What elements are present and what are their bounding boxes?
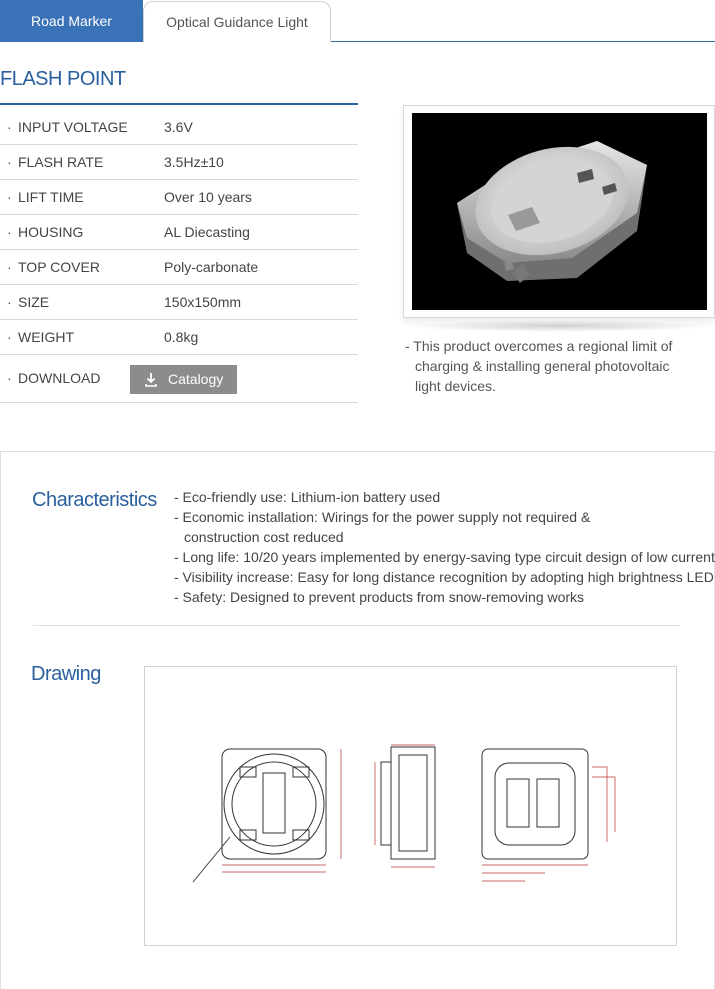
spec-value: Poly-carbonate <box>164 259 259 275</box>
spec-value: AL Diecasting <box>164 224 250 240</box>
bottom-view-drawing <box>482 749 615 881</box>
spec-value: 150x150mm <box>164 294 242 310</box>
caption-line: charging & installing general photovoltaic <box>415 358 670 374</box>
bullet: · <box>7 189 12 205</box>
drawing-title: Drawing <box>31 663 101 685</box>
caption-line: light devices. <box>415 378 496 394</box>
spec-label: HOUSING <box>18 224 84 240</box>
technical-drawing <box>144 666 677 946</box>
bullet: · <box>7 154 12 170</box>
characteristics-list <box>174 487 715 607</box>
spec-value: Over 10 years <box>164 189 252 205</box>
download-row <box>0 355 358 403</box>
characteristics-title: Characteristics <box>32 489 157 511</box>
spec-label: WEIGHT <box>18 329 74 345</box>
bullet: · <box>7 224 12 240</box>
download-icon <box>144 365 158 404</box>
spec-row <box>0 180 358 215</box>
section-divider <box>33 625 680 626</box>
list-item: - Economic installation: Wirings for the power supply not required & <box>174 509 591 525</box>
spec-label: SIZE <box>18 294 50 310</box>
spec-label: LIFT TIME <box>18 189 84 205</box>
photo-shadow <box>403 320 715 332</box>
spec-value: 3.5Hz±10 <box>164 154 224 170</box>
bullet: · <box>7 294 12 310</box>
spec-label: INPUT VOLTAGE <box>18 119 128 135</box>
caption-line: - This product overcomes a regional limit of <box>405 338 673 354</box>
top-view-drawing <box>193 749 341 882</box>
product-tabs <box>0 0 715 42</box>
tab-road-marker[interactable]: Road Marker <box>0 0 143 42</box>
photo-caption <box>405 336 705 396</box>
spec-value: 0.8kg <box>164 329 199 345</box>
list-item: - Visibility increase: Easy for long distance recognition by adopting high brightness LED <box>174 569 714 585</box>
list-item: - Safety: Designed to prevent products from snow-removing works <box>174 589 585 605</box>
bullet: · <box>7 329 12 345</box>
spec-row <box>0 285 358 320</box>
bullet: · <box>7 259 12 275</box>
catalog-button-label: Catalogy <box>168 371 224 387</box>
list-item: - Eco-friendly use: Lithium-ion battery used <box>174 489 441 505</box>
spec-row <box>0 250 358 285</box>
title-divider <box>0 103 358 105</box>
spec-row <box>0 320 358 355</box>
download-label: DOWNLOAD <box>18 370 101 386</box>
spec-table <box>0 110 358 403</box>
product-title: FLASH POINT <box>0 68 126 90</box>
list-item: construction cost reduced <box>184 529 344 545</box>
catalog-download-button[interactable] <box>130 365 237 394</box>
tab-optical-guidance-light[interactable]: Optical Guidance Light <box>143 1 331 42</box>
spec-row <box>0 145 358 180</box>
spec-value: 3.6V <box>164 119 193 135</box>
product-photo-frame <box>403 105 715 318</box>
list-item: - Long life: 10/20 years implemented by energy-saving type circuit design of low current <box>174 549 715 565</box>
spec-label: FLASH RATE <box>18 154 104 170</box>
product-photo <box>412 113 707 310</box>
side-view-drawing <box>375 745 435 867</box>
spec-label: TOP COVER <box>18 259 100 275</box>
bullet: · <box>7 370 12 386</box>
spec-row <box>0 215 358 250</box>
spec-row <box>0 110 358 145</box>
bullet: · <box>7 119 12 135</box>
